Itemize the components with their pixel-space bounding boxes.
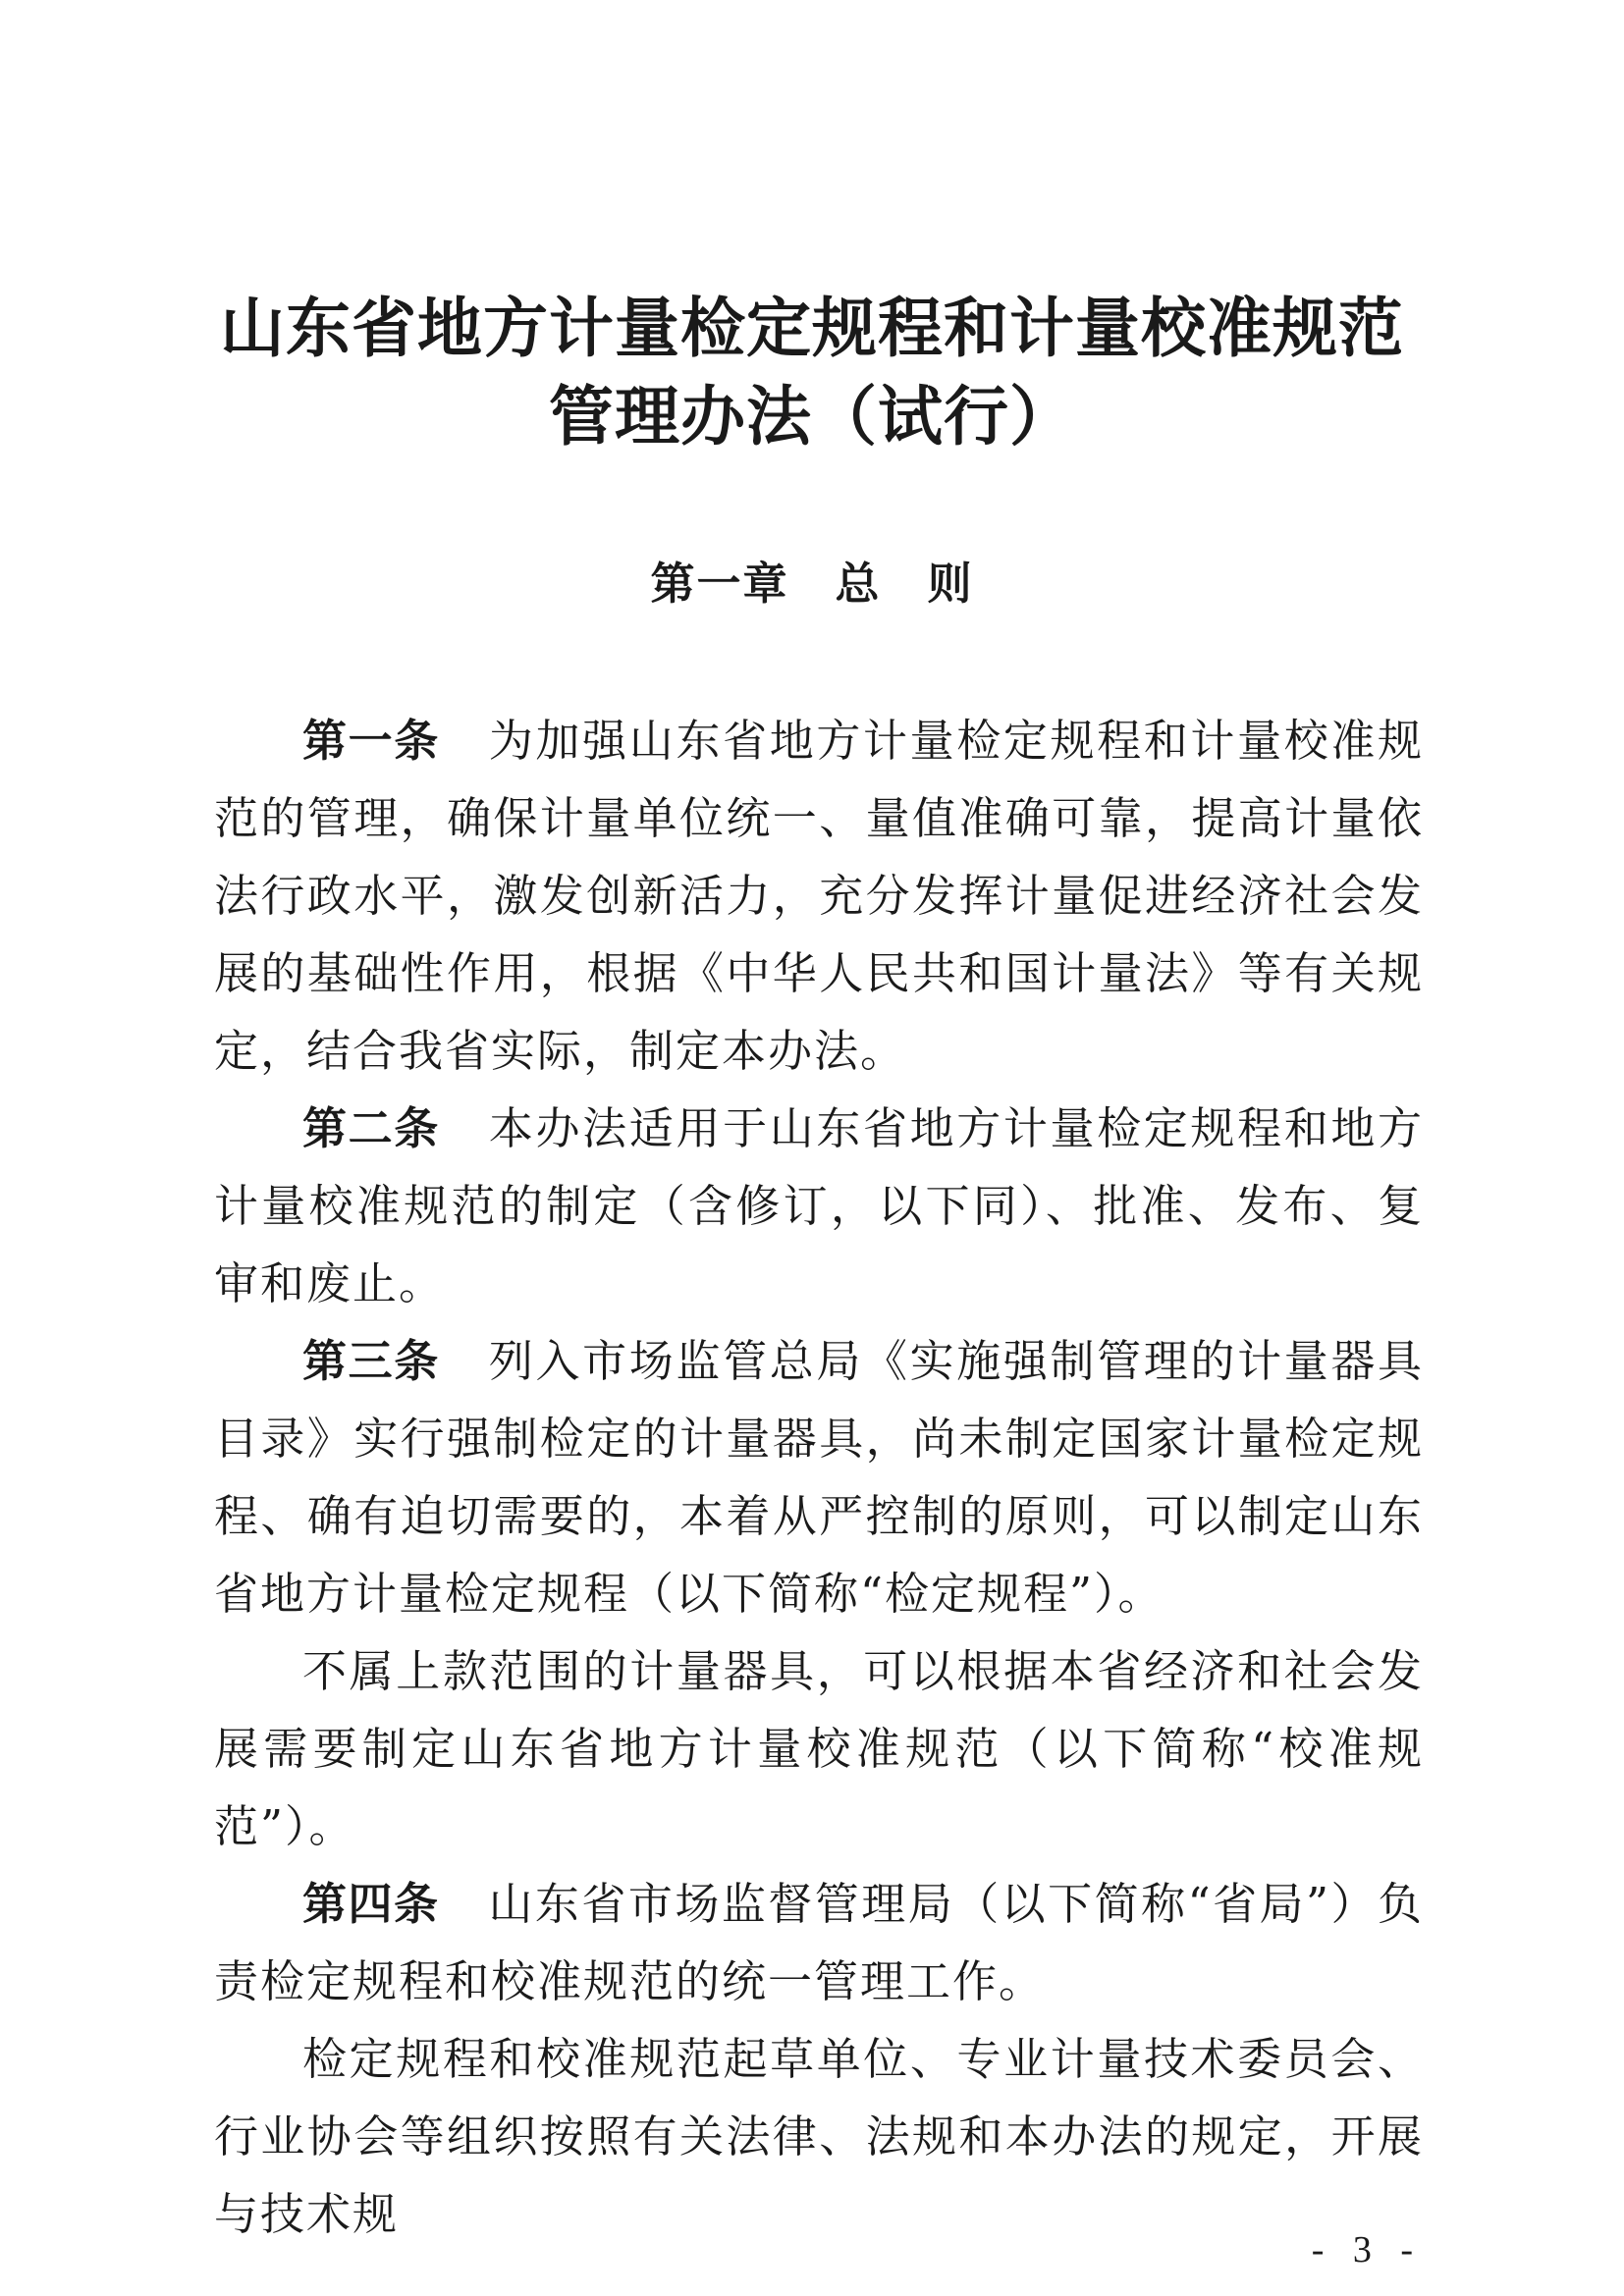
document-title-line-1: 山东省地方计量检定规程和计量校准规范 [220,291,1404,366]
page-number: - 3 - [1311,2229,1423,2270]
article-heading: 第二条 [302,1102,440,1154]
document-body [214,702,1424,2253]
article-paragraph [214,1865,1424,2020]
article-heading: 第三条 [302,1335,440,1387]
article-text: 本办法适用于山东省地方计量检定规程和地方计量校准规范的制定（含修订，以下同）、批准、发布、复审和废止。 [214,1102,1424,1309]
article-heading: 第一条 [302,715,440,767]
article-text: 山东省市场监督管理局（以下简称“省局”）负责检定规程和校准规范的统一管理工作。 [214,1878,1424,2007]
article-paragraph [214,1322,1424,1632]
article-text: 不属上款范围的计量器具，可以根据本省经济和社会发展需要制定山东省地方计量校准规范（以下简称“校准规范”）。 [214,1645,1424,1852]
article-paragraph [214,1632,1424,1865]
article-text: 列入市场监管总局《实施强制管理的计量器具目录》实行强制检定的计量器具，尚未制定国家计量检定规程、确有迫切需要的，本着从严控制的原则，可以制定山东省地方计量检定规程（以下简称“检定规程”）。 [214,1335,1424,1620]
document-title-line-2: 管理办法（试行） [549,379,1075,454]
article-text: 检定规程和校准规范起草单位、专业计量技术委员会、行业协会等组织按照有关法律、法规和本办法的规定，开展与技术规 [214,2033,1424,2240]
article-heading: 第四条 [302,1878,440,1930]
chapter-heading: 第一章 总 则 [650,558,974,610]
article-paragraph [214,702,1424,1090]
article-paragraph [214,1090,1424,1322]
article-text: 为加强山东省地方计量检定规程和计量校准规范的管理，确保计量单位统一、量值准确可靠，提高计量依法行政水平，激发创新活力，充分发挥计量促进经济社会发展的基础性作用，根据《中华人民共和国计量法》等有关规定，结合我省实际，制定本办法。 [214,715,1424,1077]
article-paragraph [214,2020,1424,2253]
